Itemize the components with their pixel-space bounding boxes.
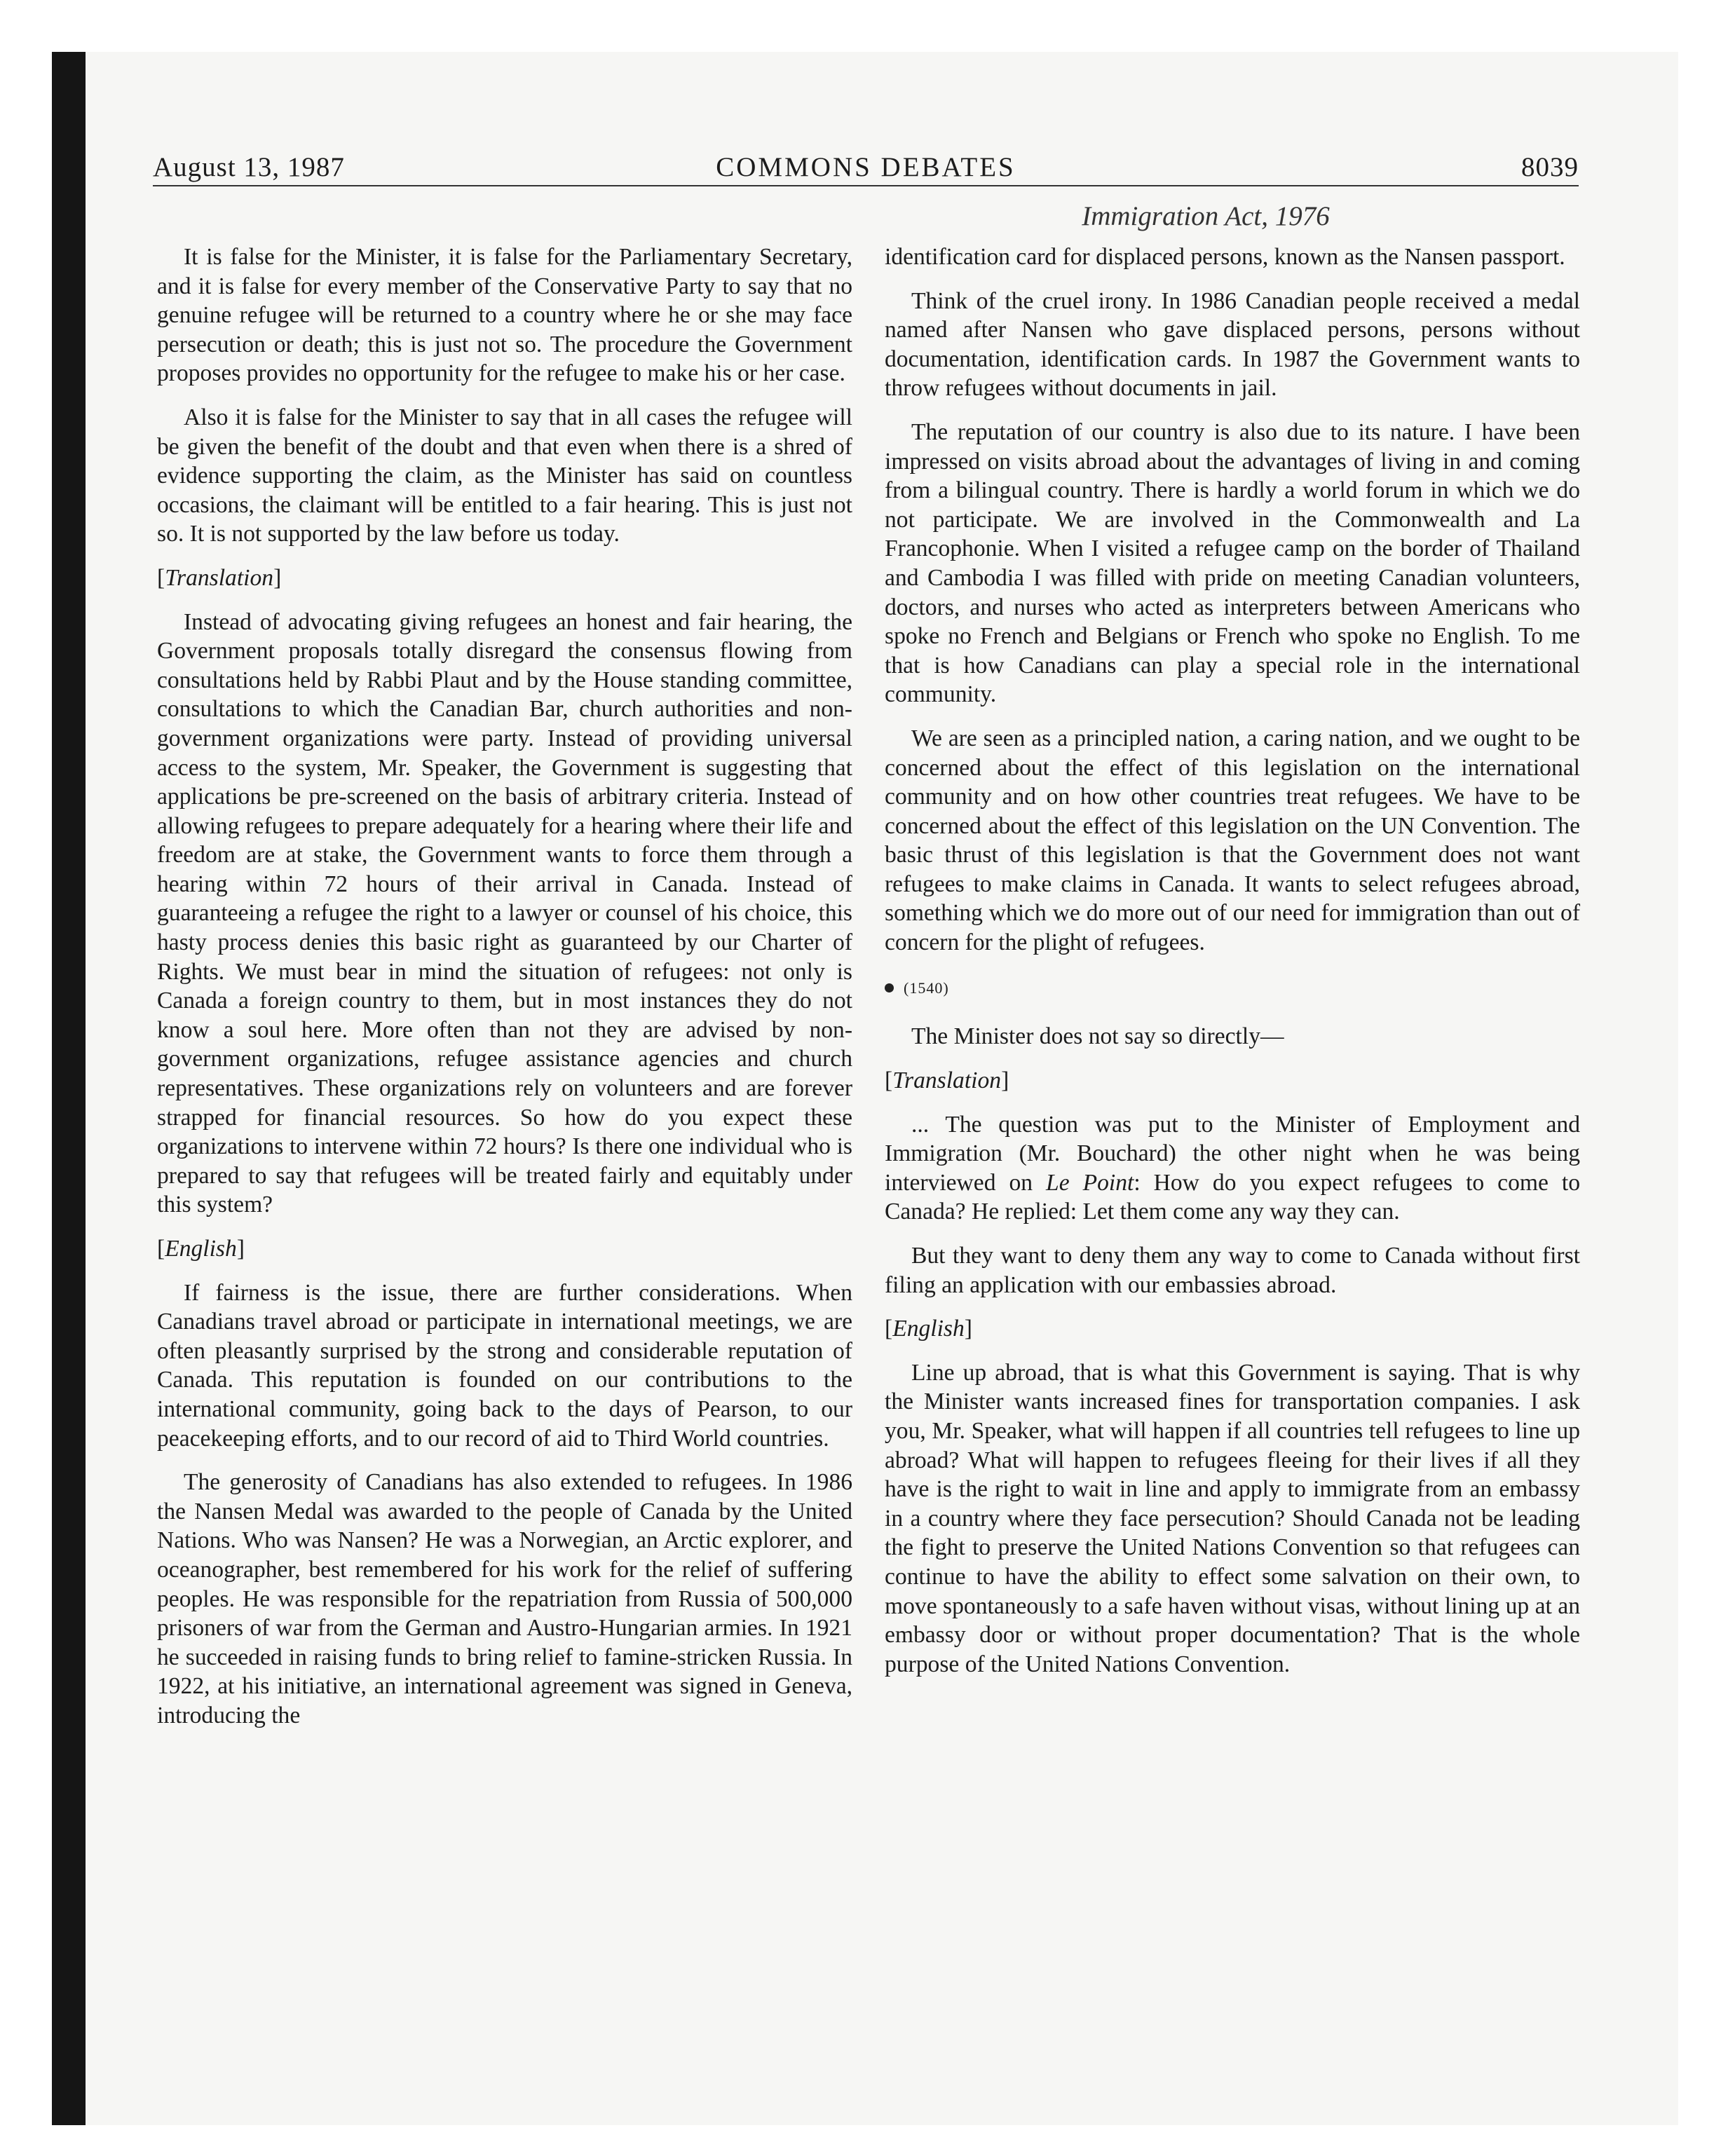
- paragraph: Also it is false for the Minister to say that in all cases the refugee will be given the benefit of the doubt and that even when there is a shred of evidence supporting the claim, as the Minister has said on countless occasions, the claimant will be entitled to a fair hearing. This is just not so. It is not supported by the law before us today.: [157, 404, 852, 547]
- paragraph: identification card for displaced persons, known as the Nansen passport.: [885, 244, 1565, 270]
- paragraph: If fairness is the issue, there are further considerations. When Canadians travel abroad or participate in international meetings, we are often pleasantly surprised by the strong and considerable reputation of Canada. This reputation is founded on our contributions to the international community, going back to the days of Pearson, to our peacekeeping efforts, and to our record of aid to Third World countries.: [157, 1279, 852, 1452]
- paragraph: It is false for the Minister, it is false for the Parliamentary Secretary, and it is false for every member of the Conservative Party to say that no genuine refugee will be returned to a country where he or she may face persecution or death; this is just not so. The procedure the Government proposes provides no opportunity for the refugee to make his or her case.: [157, 244, 852, 387]
- paragraph: Think of the cruel irony. In 1986 Canadian people received a medal named after Nansen who gave displaced persons, persons without documentation, identification cards. In 1987 the Government wants to throw refugees without documents in jail.: [885, 287, 1580, 402]
- bullet-icon: [885, 983, 894, 992]
- paragraph: ... The question was put to the Minister of Employment and Immigration (Mr. Bouchard) the other night when he was being interviewed on Le Point: How do you expect refugees to come to Canada? He replied: Let them come any way they can.: [885, 1111, 1580, 1225]
- paragraph: The generosity of Canadians has also extended to refugees. In 1986 the Nansen Medal was awarded to the people of Canada by the United Nations. Who was Nansen? He was a Norwegian, an Arctic explorer, and oceanographer, best remembered for his work for the relief of suffering peoples. He was responsible for the repatriation from Russia of 500,000 prisoners of war from the German and Austro-Hungarian armies. In 1921 he succeeded in raising funds to bring relief to famine-stricken Russia. In 1922, at his initiative, an international agreement was signed in Geneva, introducing the: [157, 1469, 852, 1728]
- page-number: 8039: [1521, 152, 1579, 182]
- paragraph: The Minister does not say so directly—: [911, 1023, 1284, 1050]
- paragraph: But they want to deny them any way to come to Canada without first filing an application with our embassies abroad.: [885, 1242, 1580, 1298]
- language-label: [English]: [157, 1236, 245, 1262]
- scan-edge-bar: [52, 52, 86, 2125]
- header-date: August 13, 1987: [153, 152, 345, 182]
- page-header: [153, 149, 1579, 186]
- header-title: COMMONS DEBATES: [716, 152, 1016, 182]
- left-column: [157, 243, 852, 1745]
- language-label: [Translation]: [157, 564, 282, 591]
- language-label: [English]: [885, 1316, 972, 1342]
- right-column: [885, 243, 1580, 1693]
- time-marker: (1540): [885, 972, 1580, 1003]
- paragraph: We are seen as a principled nation, a caring nation, and we ought to be concerned about the effect of this legislation on the international community and on how other countries treat refugees. We have to be concerned about the effect of this legislation on the UN Convention. The basic thrust of this legislation is that the Government does not want refugees to make claims in Canada. It wants to select refugees abroad, something which we do more out of our need for immigration than out of concern for the plight of refugees.: [885, 725, 1580, 956]
- paragraph: Line up abroad, that is what this Government is saying. That is why the Minister wants increased fines for transportation companies. I ask you, Mr. Speaker, what will happen if all countries tell refugees to line up abroad? What will happen to refugees fleeing for their lives if all they have is the right to wait in line and apply to immigrate from an embassy in a country where they face persecution? Should Canada not be leading the fight to preserve the United Nations Convention so that refugees can continue to have the ability to effect some salvation on their own, to move spontaneously to a safe haven without visas, without lining up at an embassy door or without proper documentation? That is the whole purpose of the United Nations Convention.: [885, 1359, 1580, 1677]
- paragraph: The reputation of our country is also due to its nature. I have been impressed on visits abroad about the advantages of living in and coming from a bilingual country. There is hardly a world forum in which we do not participate. We are involved in the Commonwealth and La Francophonie. When I visited a refugee camp on the border of Thailand and Cambodia I was filled with pride on meeting Canadian volunteers, doctors, and nurses who acted as interpreters between Americans who spoke no French and Belgians or French who spoke no English. To me that is how Canadians can play a special role in the international community.: [885, 418, 1580, 708]
- language-label: [Translation]: [885, 1067, 1009, 1093]
- paragraph: Instead of advocating giving refugees an honest and fair hearing, the Government proposals totally disregard the consensus flowing from consultations held by Rabbi Plaut and by the House standing committee, consultations to which the Canadian Bar, church authorities and non-government organizations were party. Instead of providing universal access to the system, Mr. Speaker, the Government is suggesting that applications be pre-screened on the basis of arbitrary criteria. Instead of allowing refugees to prepare adequately for a hearing where their life and freedom are at stake, the Government wants to force them through a hearing within 72 hours of their arrival in Canada. Instead of guaranteeing a refugee the right to a lawyer or counsel of his choice, this hasty process denies this basic right as guaranteed by our Charter of Rights. We must bear in mind the situation of refugees: not only is Canada a foreign country to them, but in most instances they do not know a soul here. More often than not they are advised by non-government organizations, refugee assistance agencies and church representatives. These organizations rely on volunteers and are forever strapped for financial resources. So how do you expect these organizations to intervene within 72 hours? Is there one individual who is prepared to say that refugees will be treated fairly and equitably under this system?: [157, 608, 852, 1218]
- running-head: Immigration Act, 1976: [1082, 201, 1330, 231]
